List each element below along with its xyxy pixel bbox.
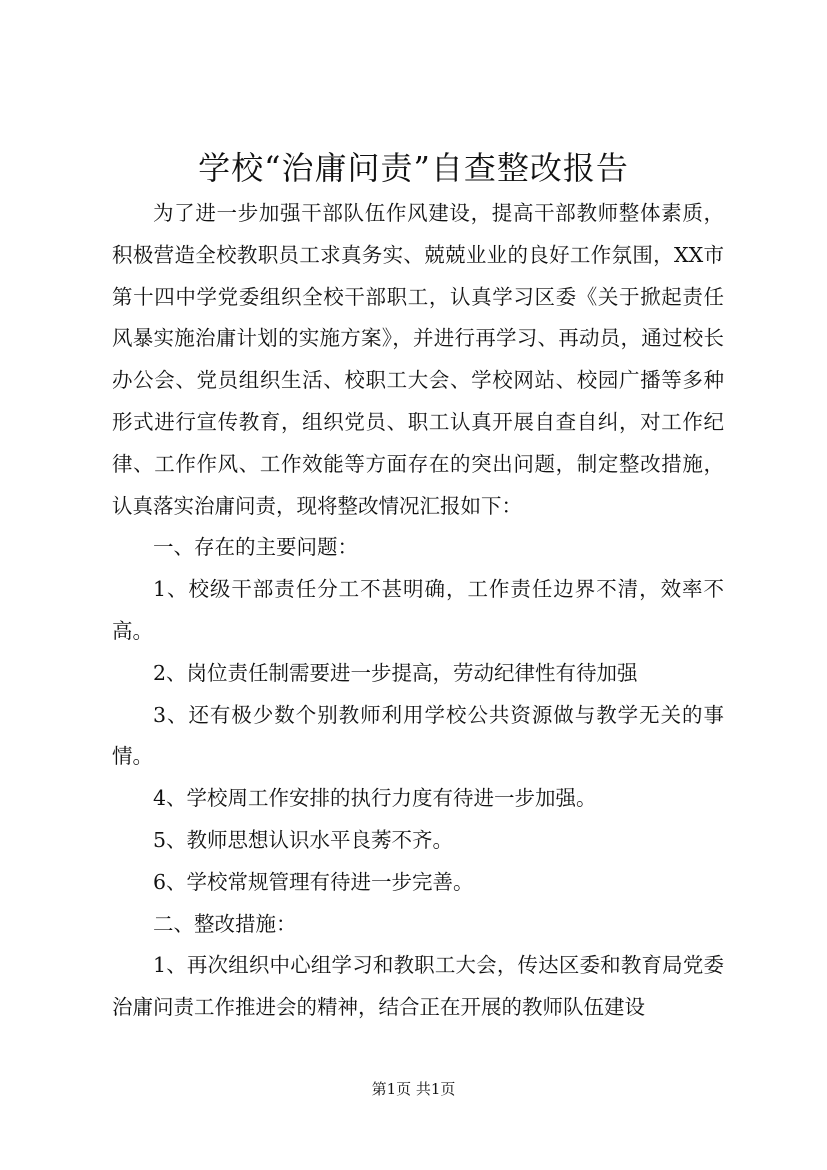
paragraph-intro: 为了进一步加强干部队伍作风建设，提高干部教师整体素质，积极营造全校教职员工求真务实、兢兢业业的良好工作氛围，XX市第十四中学党委组织全校干部职工，认真学习区委《关于掀起责任风暴实施治庸计划的实施方案》，并进行再学习、再动员，通过校长办公会、党员组织生活、校职工大会、学校网站、校园广播等多种形式进行宣传教育，组织党员、职工认真开展自查自纠，对工作纪律、工作作风、工作效能等方面存在的突出问题，制定整改措施，认真落实治庸问责，现将整改情况汇报如下： — [112, 201, 724, 518]
problem-item-4: 4、学校周工作安排的执行力度有待进一步加强。 — [153, 786, 597, 811]
document-body — [112, 193, 724, 1029]
problem-item-5: 5、教师思想认识水平良莠不齐。 — [153, 827, 454, 852]
measure-item-1: 1、再次组织中心组学习和教职工大会，传达区委和教育局党委治庸问责工作推进会的精神，结合正在开展的教师队伍建设 — [112, 953, 724, 1020]
section-heading-problems: 一、存在的主要问题： — [153, 535, 358, 560]
document-title: 学校“治庸问责”自查整改报告 — [198, 149, 629, 187]
problem-item-3: 3、还有极少数个别教师利用学校公共资源做与教学无关的事情。 — [112, 702, 724, 769]
section-heading-measures: 二、整改措施： — [153, 911, 297, 936]
page-number-footer: 第1页 共1页 — [371, 1080, 456, 1098]
problem-item-2: 2、岗位责任制需要进一步提高，劳动纪律性有待加强 — [153, 660, 638, 685]
problem-item-1: 1、校级干部责任分工不甚明确，工作责任边界不清，效率不高。 — [112, 577, 724, 643]
problem-item-6: 6、学校常规管理有待进一步完善。 — [153, 869, 474, 894]
